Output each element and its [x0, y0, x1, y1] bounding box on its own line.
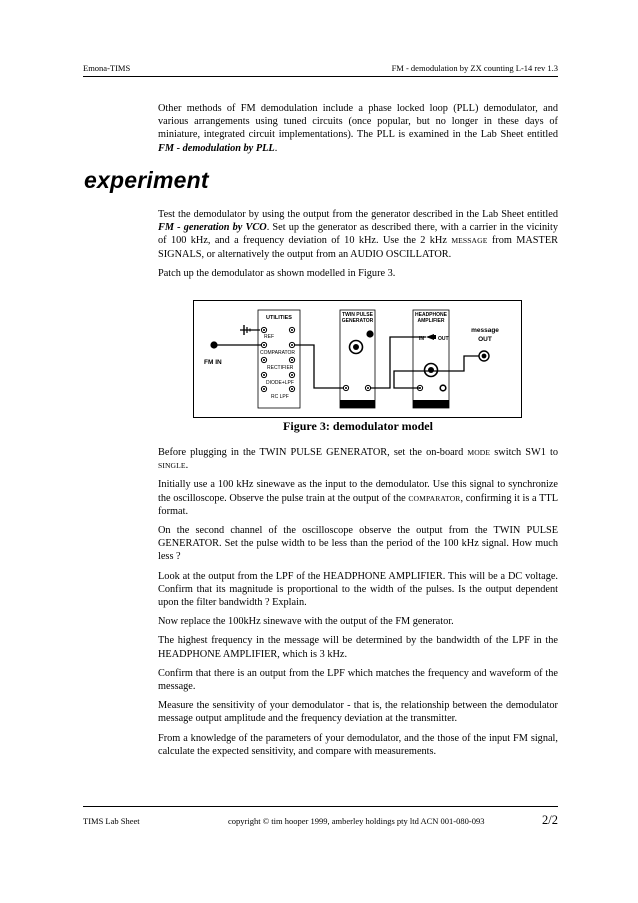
headphone-amplifier-module [413, 310, 449, 408]
rectifier-label: RECTIFIER [267, 365, 294, 371]
twin-pulse-label-2: GENERATOR [341, 318, 374, 324]
experiment-paragraph-2: Patch up the demodulator as shown modelled in Figure 3. [158, 267, 396, 279]
rc-lpf-label: RC LPF [271, 394, 289, 400]
footer-rule [83, 806, 558, 807]
headphone-label-1: HEADPHONE [415, 312, 447, 318]
utilities-label: UTILITIES [266, 315, 292, 321]
header-right: FM - demodulation by ZX counting L-14 rev 1.3 [391, 63, 558, 73]
pll-ref-title: FM - demodulation by PLL [158, 142, 275, 154]
figure-demodulator-model [193, 300, 522, 418]
step-paragraph: Confirm that there is an output from the LPF which matches the frequency and waveform of the message. [158, 667, 558, 693]
headphone-label-2: AMPLIFIER [417, 318, 445, 324]
ref-label: REF [264, 334, 274, 340]
intro-block [158, 102, 558, 161]
step-paragraph: From a knowledge of the parameters of your demodulator, and the those of the input FM signal, calculate the expected sensitivity, and compare with measurements. [158, 732, 558, 757]
vco-ref-title: FM - generation by VCO [158, 222, 267, 234]
figure-diagram [194, 301, 521, 417]
step-paragraph: On the second channel of the oscilloscope observe the output from the TWIN PULSE GENERATOR. Set the pulse width to be less than the period of the 100 kHz signal. How much less ? [158, 525, 558, 563]
utilities-module [240, 310, 300, 408]
page-number: 2/2 [542, 813, 558, 827]
section-title: experiment [84, 167, 209, 193]
step-paragraph: Look at the output from the LPF of the HEADPHONE AMPLIFIER. This will be a DC voltage. Confirm that its magnitude is proportional to the width of the pulses. Is the output dependent upon the filter bandwidth ? Explain. [158, 570, 558, 609]
twin-pulse-label-1: TWIN PULSE [342, 312, 373, 318]
twin-pulse-generator-module [340, 310, 375, 408]
footer-copyright: copyright © tim hooper 1999, amberley holdings pty ltd ACN 001-080-093 [228, 816, 485, 826]
header-rule [83, 76, 558, 77]
step-paragraph: The highest frequency in the message will be determined by the bandwidth of the LPF in the HEADPHONE AMPLIFIER, which is 3 kHz. [158, 635, 558, 660]
procedure-block [158, 446, 558, 764]
message-out-label: OUT [478, 336, 492, 343]
fm-in-label: FM IN [204, 359, 222, 366]
message-label: message [471, 327, 499, 334]
footer-left: TIMS Lab Sheet [83, 816, 140, 826]
step-paragraph: Before plugging in the TWIN PULSE GENERATOR, set the on-board MODE switch SW1 to SINGLE. [158, 447, 558, 472]
step-paragraph: Now replace the 100kHz sinewave with the output of the FM generator. [158, 616, 454, 628]
diode-lpf-label: DIODE+LPF [266, 380, 294, 386]
step-paragraph: Initially use a 100 kHz sinewave as the input to the demodulator. Use this signal to synchronize the oscilloscope. Observe the pulse train at the output of the COMPARATOR, confirming it is a TTL format. [158, 479, 558, 517]
comparator-label: COMPARATOR [260, 350, 296, 356]
figure-caption: Figure 3: demodulator model [283, 419, 433, 433]
experiment-block [158, 208, 558, 286]
step-paragraph: Measure the sensitivity of your demodulator - that is, the relationship between the demodulator message output amplitude and the frequency deviation at the transmitter. [158, 700, 558, 725]
header-left: Emona-TIMS [83, 63, 131, 73]
intro-paragraph: Other methods of FM demodulation include a phase locked loop (PLL) demodulator, and various arrangements using tuned circuits (once popular, but no longer in these days of miniature, integrated circuit implementations). The PLL is examined in the Lab Sheet entitled FM - demodulation by PLL. [158, 103, 558, 154]
headphone-in-label: IN [419, 336, 424, 342]
headphone-out-label: OUT [438, 336, 449, 342]
experiment-paragraph-1: Test the demodulator by using the output from the generator described in the Lab Sheet entitled FM - generation by VCO. Set up the generator as described there, with a carrier in the vicinity of 100 kHz, and a frequency deviation of 10 kHz. Use the 2 kHz MESSAGE from MASTER SIGNALS, or alternatively the output from an AUDIO OSCILLATOR. [158, 209, 558, 260]
